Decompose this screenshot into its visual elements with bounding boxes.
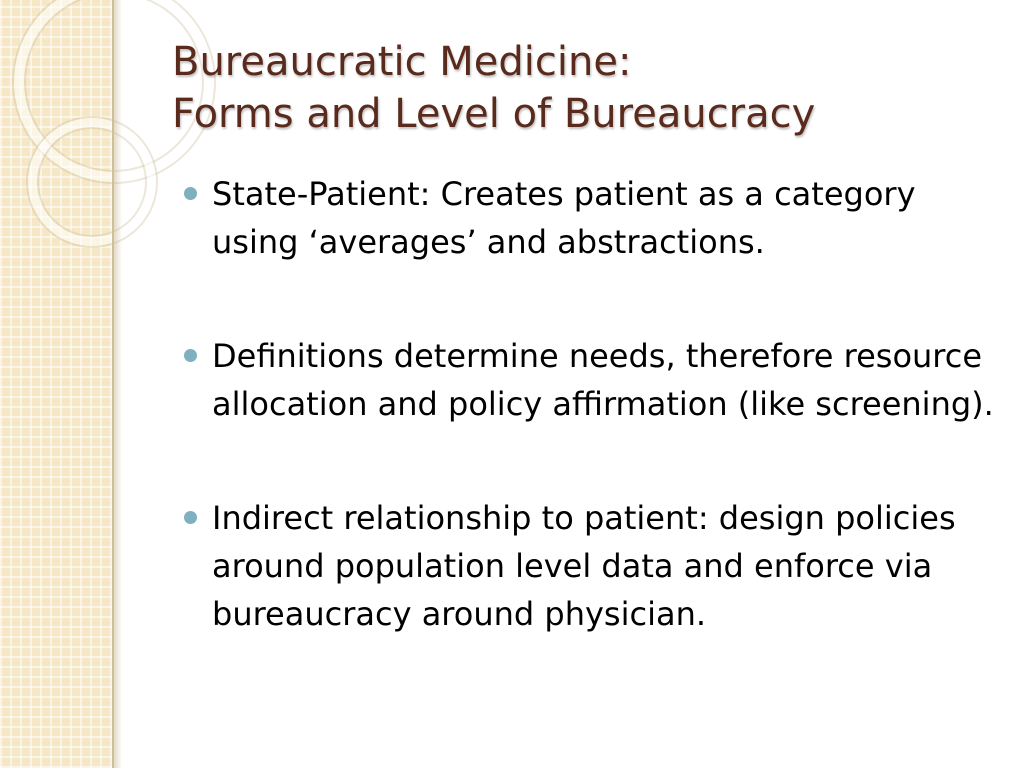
- bullet-list: [184, 170, 994, 638]
- bullet-item: [184, 332, 994, 428]
- slide-title: [172, 36, 992, 140]
- decorative-ring-small: [28, 118, 156, 246]
- decorative-side-panel: [0, 0, 112, 768]
- title-line-1: Bureaucratic Medicine:: [172, 39, 632, 85]
- panel-shadow: [112, 0, 122, 768]
- bullet-dot-icon: [184, 187, 197, 200]
- bullet-item: [184, 494, 994, 638]
- bullet-text: Definitions determine needs, therefore resource allocation and policy affirmation (like screening).: [212, 337, 994, 423]
- bullet-dot-icon: [184, 349, 197, 362]
- bullet-item: [184, 170, 994, 266]
- bullet-text: State-Patient: Creates patient as a category using ‘averages’ and abstractions.: [212, 175, 916, 261]
- bullet-text: Indirect relationship to patient: design policies around population level data and enforce via bureaucracy around physician.: [212, 499, 956, 633]
- title-line-2: Forms and Level of Bureaucracy: [172, 91, 816, 137]
- bullet-dot-icon: [184, 511, 197, 524]
